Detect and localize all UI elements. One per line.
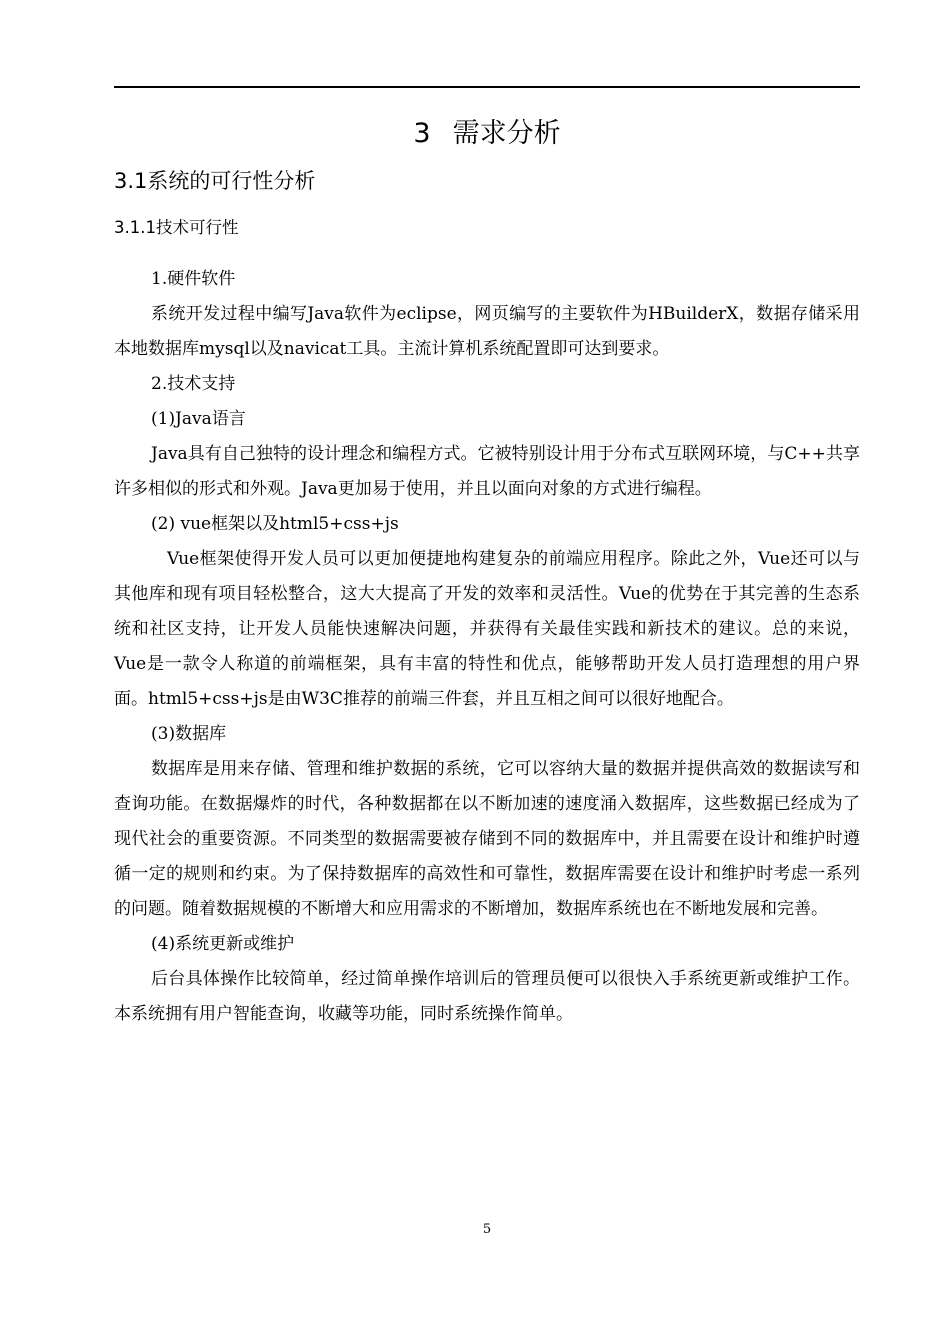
list-item-java: (1)Java语言 — [151, 409, 246, 429]
paragraph: Java具有自己独特的设计理念和编程方式。它被特别设计用于分布式互联网环境，与C++共享许多相似的形式和外观。Java更加易于使用，并且以面向对象的方式进行编程。 — [114, 444, 860, 499]
header-rule — [114, 86, 860, 88]
paragraph: 后台具体操作比较简单，经过简单操作培训后的管理员便可以很快入手系统更新或维护工作。本系统拥有用户智能查询，收藏等功能，同时系统操作简单。 — [114, 969, 860, 1024]
chapter-number: 3 — [413, 118, 431, 149]
list-item-hardware-software: 1.硬件软件 — [151, 269, 236, 289]
chapter-title — [114, 114, 860, 154]
section-heading: 3.1系统的可行性分析 — [114, 169, 316, 193]
list-item-database: (3)数据库 — [151, 724, 227, 744]
list-item-vue: (2) vue框架以及html5+css+js — [151, 514, 399, 534]
paragraph: Vue框架使得开发人员可以更加便捷地构建复杂的前端应用程序。除此之外，Vue还可以与其他库和现有项目轻松整合，这大大提高了开发的效率和灵活性。Vue的优势在于其完善的生态系统和社区支持，让开发人员能快速解决问题，并获得有关最佳实践和新技术的建议。总的来说，Vue是一款令人称道的前端框架，具有丰富的特性和优点，能够帮助开发人员打造理想的用户界面。html5+css+js是由W3C推荐的前端三件套，并且互相之间可以很好地配合。 — [114, 549, 860, 709]
list-item-maintenance: (4)系统更新或维护 — [151, 934, 295, 954]
page-number: 5 — [482, 1222, 492, 1237]
subsection-heading: 3.1.1技术可行性 — [114, 218, 239, 237]
list-item-tech-support: 2.技术支持 — [151, 374, 236, 394]
paragraph: 系统开发过程中编写Java软件为eclipse，网页编写的主要软件为HBuilderX，数据存储采用本地数据库mysql以及navicat工具。主流计算机系统配置即可达到要求。 — [114, 304, 860, 359]
chapter-title-text: 需求分析 — [452, 118, 561, 149]
paragraph: 数据库是用来存储、管理和维护数据的系统，它可以容纳大量的数据并提供高效的数据读写和查询功能。在数据爆炸的时代，各种数据都在以不断加速的速度涌入数据库，这些数据已经成为了现代社会的重要资源。不同类型的数据需要被存储到不同的数据库中，并且需要在设计和维护时遵循一定的规则和约束。为了保持数据库的高效性和可靠性，数据库需要在设计和维护时考虑一系列的问题。随着数据规模的不断增大和应用需求的不断增加，数据库系统也在不断地发展和完善。 — [114, 759, 860, 919]
body-text — [114, 262, 860, 1032]
